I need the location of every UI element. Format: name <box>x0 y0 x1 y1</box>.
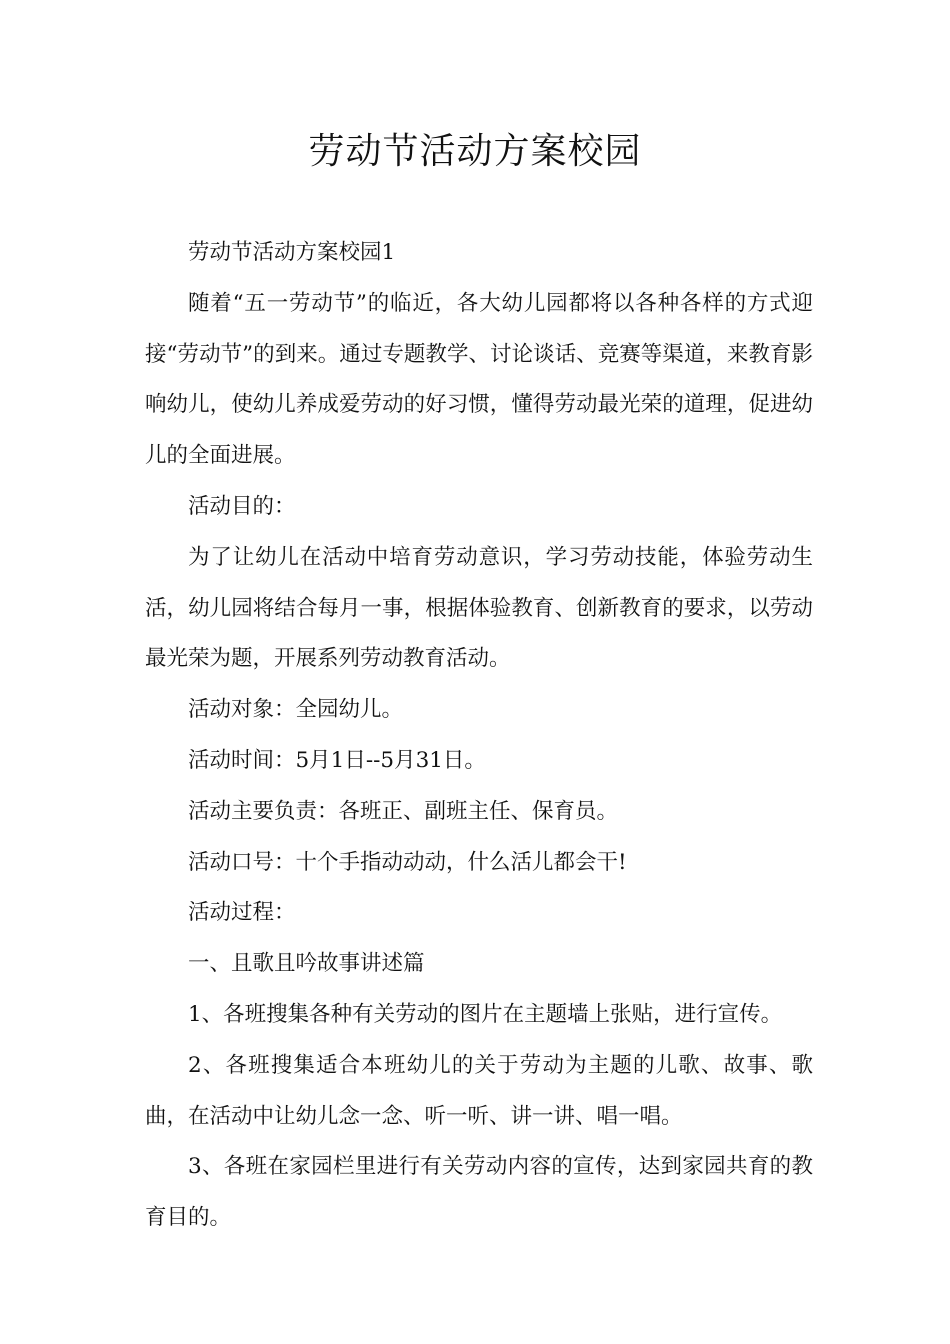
section-heading: 劳动节活动方案校园1 <box>188 240 396 265</box>
activity-slogan: 活动口号：十个手指动动动，什么活儿都会干! <box>188 849 627 875</box>
document-body <box>145 228 813 1244</box>
purpose-paragraph: 为了让幼儿在活动中培育劳动意识，学习劳动技能，体验劳动生活，幼儿园将结合每月一事，根据体验教育、创新教育的要求，以劳动最光荣为题，开展系列劳动教育活动。 <box>145 544 813 672</box>
intro-paragraph: 随着“五一劳动节”的临近，各大幼儿园都将以各种各样的方式迎接“劳动节”的到来。通过专题教学、讨论谈话、竞赛等渠道，来教育影响幼儿，使幼儿养成爱劳动的好习惯，懂得劳动最光荣的道理，促进幼儿的全面进展。 <box>145 290 813 469</box>
activity-responsible: 活动主要负责：各班正、副班主任、保育员。 <box>188 798 619 824</box>
purpose-heading: 活动目的： <box>188 493 296 519</box>
process-heading: 活动过程： <box>188 900 296 926</box>
list-item: 1、各班搜集各种有关劳动的图片在主题墙上张贴，进行宣传。 <box>188 1001 783 1027</box>
document-title: 劳动节活动方案校园 <box>308 131 642 172</box>
activity-target: 活动对象：全园幼儿。 <box>188 697 404 723</box>
activity-time: 活动时间：5月1日--5月31日。 <box>188 747 486 773</box>
list-item: 2、各班搜集适合本班幼儿的关于劳动为主题的儿歌、故事、歌曲，在活动中让幼儿念一念、听一听、讲一讲、唱一唱。 <box>145 1052 813 1129</box>
list-item: 3、各班在家园栏里进行有关劳动内容的宣传，达到家园共育的教育目的。 <box>145 1154 813 1231</box>
part-one-heading: 一、且歌且吟故事讲述篇 <box>188 951 425 977</box>
